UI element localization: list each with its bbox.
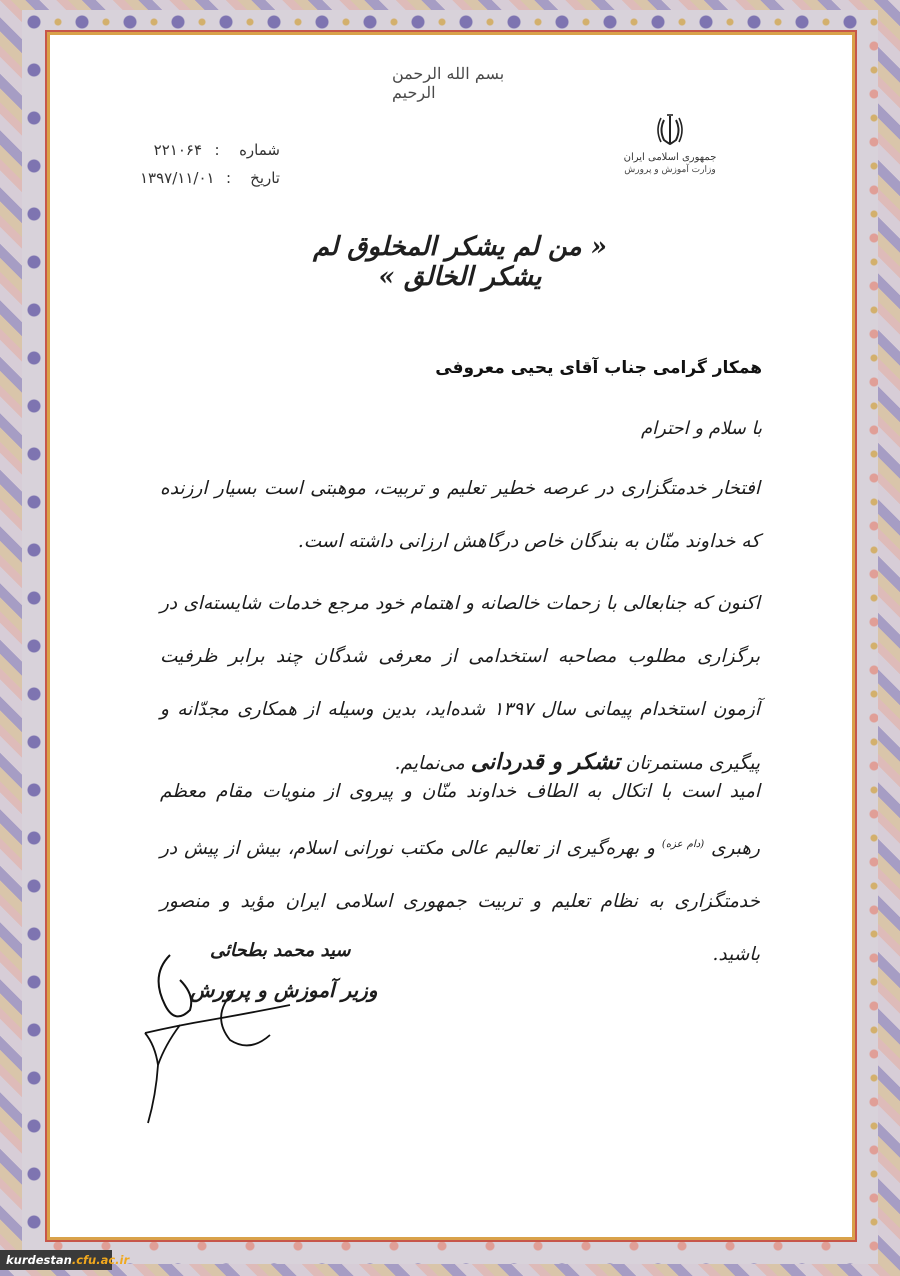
number-label: شماره <box>239 141 280 159</box>
country-name: جمهوری اسلامی ایران <box>623 152 717 163</box>
date-separator: : <box>225 169 231 187</box>
ministry-emblem-block <box>620 112 720 175</box>
paragraph-2 <box>160 577 760 790</box>
number-value: ۲۲۱۰۶۴ <box>153 141 202 159</box>
ministry-name: وزارت آموزش و پرورش <box>624 165 716 175</box>
bismillah-calligraphy: بسم الله الرحمن الرحیم <box>392 64 505 102</box>
site-watermark <box>0 1250 130 1270</box>
signer-title: وزیر آموزش و پرورش <box>190 978 378 1002</box>
motto-heading: « من لم یشکر المخلوق لم یشکر الخالق » <box>313 232 607 292</box>
letter-meta <box>140 136 280 192</box>
honorific-superscript: (دام عزه) <box>661 839 705 850</box>
salutation: با سلام و احترام <box>641 418 762 439</box>
paragraph-2-closing: می‌نمایم. <box>394 753 465 774</box>
number-separator: : <box>214 141 220 159</box>
paragraph-3-closing: و بهره‌گیری از تعالیم عالی مکتب نورانی اسلام، بیش از پیش در خدمتگزاری به نظام تعلیم و تربیت جمهوری اسلامی ایران مؤید و منصور باشید. <box>160 838 760 966</box>
recipient-greeting: همکار گرامی جناب آقای یحیی معروفی <box>435 358 762 378</box>
date-label: تاریخ <box>250 169 280 187</box>
iran-emblem-icon <box>655 112 685 148</box>
paragraph-1: افتخار خدمتگزاری در عرصه خطیر تعلیم و تربیت، موهبتی است بسیار ارزنده که خداوند منّان به بندگان خاص درگاهش ارزانی داشته است. <box>160 478 760 552</box>
thanks-emphasis: تشکر و قدردانی <box>470 749 620 775</box>
watermark-prefix: kurdestan <box>6 1253 72 1267</box>
letter-date-row <box>140 164 280 192</box>
date-value: ۱۳۹۷/۱۱/۰۱ <box>140 169 215 187</box>
handwritten-signature-icon <box>140 935 360 1125</box>
watermark-suffix: .cfu.ac.ir <box>71 1253 130 1267</box>
signer-name: سید محمد بطحائی <box>210 940 351 961</box>
paragraph-2-text: اکنون که جنابعالی با زحمات خالصانه و اهتمام خود مرجع خدمات شایسته‌ای در برگزاری مطلوب مصاحبه استخدامی از معرفی شدگان چند برابر ظرفیت آزمون استخدام پیمانی سال ۱۳۹۷ شده‌اید، بدین وسیله از همکاری مجدّانه و پیگیری مستمرتان <box>160 593 760 774</box>
paragraph-3-text: امید است با اتکال به الطاف خداوند منّان و پیروی از منویات مقام معظم رهبری <box>160 781 760 860</box>
letter-number-row <box>140 136 280 164</box>
